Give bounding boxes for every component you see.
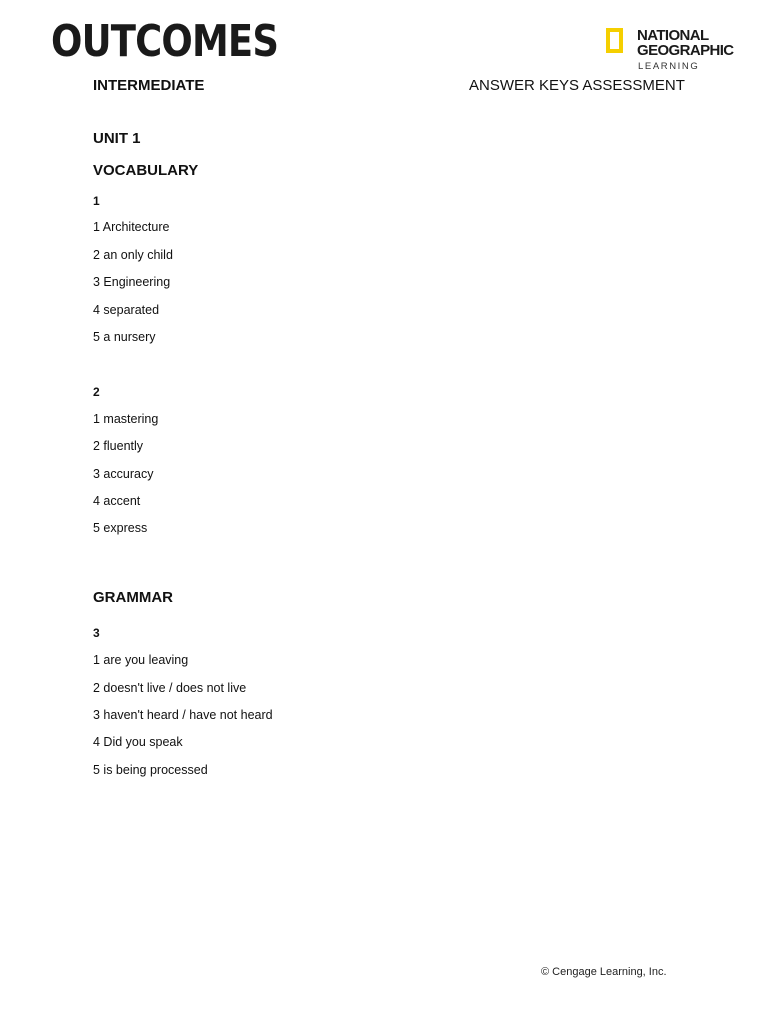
document-type-label: ANSWER KEYS ASSESSMENT [469,77,685,94]
unit-heading: UNIT 1 [93,130,141,147]
copyright-notice: © Cengage Learning, Inc. [541,966,667,978]
answer-key-content [93,0,693,1024]
exercise-1-answer: 1 Architecture [93,220,170,234]
exercise-1-answer: 3 Engineering [93,275,171,289]
exercise-1-number: 1 [93,194,100,208]
exercise-1-answer: 2 an only child [93,248,173,262]
exercise-3-answer: 2 doesn't live / does not live [93,681,247,695]
exercise-2-number: 2 [93,385,100,399]
logo-line-national: NATIONAL [637,27,709,44]
logo-line-learning: LEARNING [638,61,700,72]
exercise-1-answer: 5 a nursery [93,330,156,344]
exercise-3-answer: 5 is being processed [93,763,208,777]
exercise-2-answer: 2 fluently [93,439,144,453]
exercise-3-answer: 1 are you leaving [93,653,189,667]
exercise-1-answer: 4 separated [93,303,160,317]
exercise-3-number: 3 [93,626,100,640]
exercise-2-answer: 5 express [93,521,148,535]
grammar-heading: GRAMMAR [93,589,173,606]
logo-line-geographic: GEOGRAPHIC [637,42,734,59]
level-label: INTERMEDIATE [93,77,205,94]
brand-title: OUTCOMES [51,16,279,67]
vocabulary-heading: VOCABULARY [93,162,199,179]
exercise-2-answer: 4 accent [93,494,141,508]
exercise-2-answer: 3 accuracy [93,467,154,481]
exercise-3-answer: 4 Did you speak [93,735,183,749]
exercise-2-answer: 1 mastering [93,412,159,426]
exercise-3-answer: 3 haven't heard / have not heard [93,708,273,722]
